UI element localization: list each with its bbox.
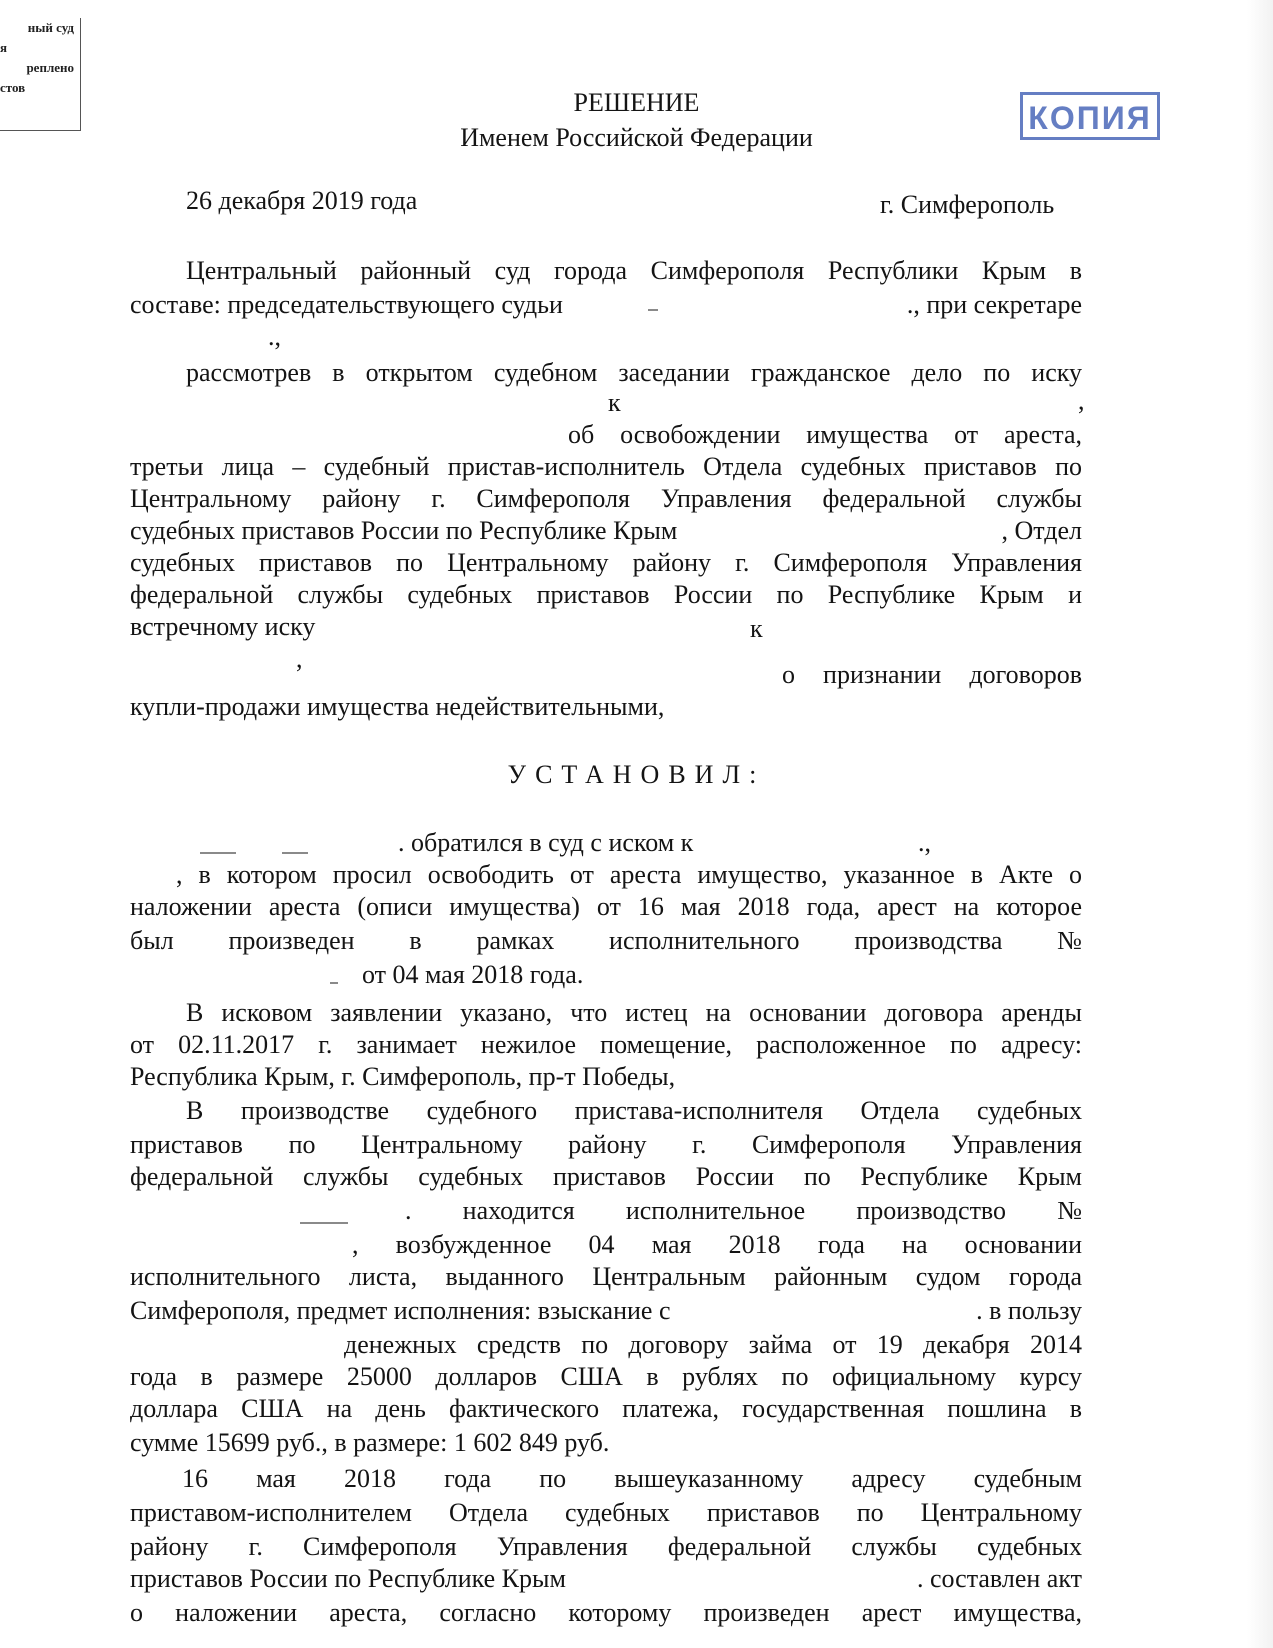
text-line: . обратился в суд с иском к (398, 828, 694, 857)
redaction-mark (648, 309, 658, 311)
text-line: Симферополя, предмет исполнения: взыскание с (130, 1296, 671, 1325)
corner-note-line: стов (0, 80, 26, 95)
text-line: . находится исполнительное производство № (405, 1196, 1082, 1225)
text-line: купли-продажи имущества недействительными, (130, 692, 665, 721)
copy-stamp: КОПИЯ (1020, 92, 1160, 140)
text-line: Республика Крым, г. Симферополь, пр-т Победы, (130, 1062, 676, 1091)
text-line: года в размере 25000 долларов США в рублях по официальному курсу (130, 1362, 1082, 1391)
text-line: федеральной службы судебных приставов России по Республике Крым и (130, 580, 1082, 609)
text-line: В исковом заявлении указано, что истец на основании договора аренды (186, 998, 1082, 1027)
redaction-mark (300, 1222, 348, 1224)
redaction-mark (330, 982, 338, 984)
text-line: о наложении ареста, согласно которому произведен арест имущества, (130, 1598, 1082, 1627)
text-line: В производстве судебного пристава-исполнителя Отдела судебных (186, 1096, 1082, 1125)
text-line: , в котором просил освободить от ареста имущество, указанное в Акте о (176, 860, 1082, 889)
text-line: встречному иску (130, 612, 316, 641)
text-line: судебных приставов по Центральному району г. Симферополя Управления (130, 548, 1082, 577)
text-line: от 04 мая 2018 года. (362, 960, 584, 989)
text-line: к (608, 388, 621, 417)
decision-city: г. Симферополь (880, 190, 1055, 219)
text-line: району г. Симферополя Управления федеральной службы судебных (130, 1532, 1082, 1561)
text-line: федеральной службы судебных приставов России по Республике Крым (130, 1162, 1082, 1191)
corner-note-line: реплено (26, 60, 74, 75)
text-line: составе: председательствующего судьи (130, 290, 563, 319)
text-line: рассмотрев в открытом судебном заседании гражданское дело по иску (186, 358, 1082, 387)
text-line: , Отдел (1001, 516, 1082, 545)
text-line: к (750, 614, 763, 643)
text-line: приставов России по Республике Крым (130, 1564, 566, 1593)
text-line: денежных средств по договору займа от 19 декабря 2014 (344, 1330, 1082, 1359)
text-line: приставом-исполнителем Отдела судебных приставов по Центральному (130, 1498, 1082, 1527)
text-line: сумме 15699 руб., в размере: 1 602 849 руб. (130, 1428, 610, 1457)
corner-note-line: ный суд (27, 20, 74, 35)
decision-date: 26 декабря 2019 года (186, 186, 418, 215)
text-line: 16 мая 2018 года по вышеуказанному адресу судебным (182, 1464, 1082, 1493)
text-line: от 02.11.2017 г. занимает нежилое помещение, расположенное по адресу: (130, 1030, 1082, 1059)
text-line: об освобождении имущества от ареста, (568, 420, 1082, 449)
text-line: исполнительного листа, выданного Центральным районным судом города (130, 1262, 1082, 1291)
text-line: , (296, 644, 303, 673)
text-line: . в пользу (976, 1296, 1082, 1325)
text-line: , возбужденное 04 мая 2018 года на основании (352, 1230, 1082, 1259)
redaction-mark (200, 852, 236, 854)
corner-note-line: я (0, 40, 8, 55)
text-line: был произведен в рамках исполнительного производства № (130, 926, 1082, 955)
text-line: доллара США на день фактического платежа, государственная пошлина в (130, 1394, 1082, 1423)
text-line: судебных приставов России по Республике Крым (130, 516, 678, 545)
text-line: . составлен акт (916, 1564, 1082, 1593)
text-line: ., при секретаре (906, 290, 1082, 319)
document-subtitle: Именем Российской Федерации (460, 123, 813, 152)
text-line: приставов по Центральному району г. Симферополя Управления (130, 1130, 1082, 1159)
text-line: ., (268, 322, 281, 351)
text-line: Центральный районный суд города Симферополя Республики Крым в (186, 256, 1082, 285)
text-line: Центральному району г. Симферополя Управления федеральной службы (130, 484, 1082, 513)
section-heading: УСТАНОВИЛ: (507, 760, 766, 789)
text-line: наложении ареста (описи имущества) от 16 мая 2018 года, арест на которое (130, 892, 1082, 921)
redaction-mark (282, 852, 308, 854)
document-title: РЕШЕНИЕ (573, 88, 700, 117)
text-line: третьи лица – судебный пристав-исполнитель Отдела судебных приставов по (130, 452, 1082, 481)
scan-edge-shadow (1247, 0, 1273, 1648)
text-line: о признании договоров (782, 660, 1082, 689)
text-line: ., (918, 828, 931, 857)
text-line: , (1078, 386, 1085, 415)
